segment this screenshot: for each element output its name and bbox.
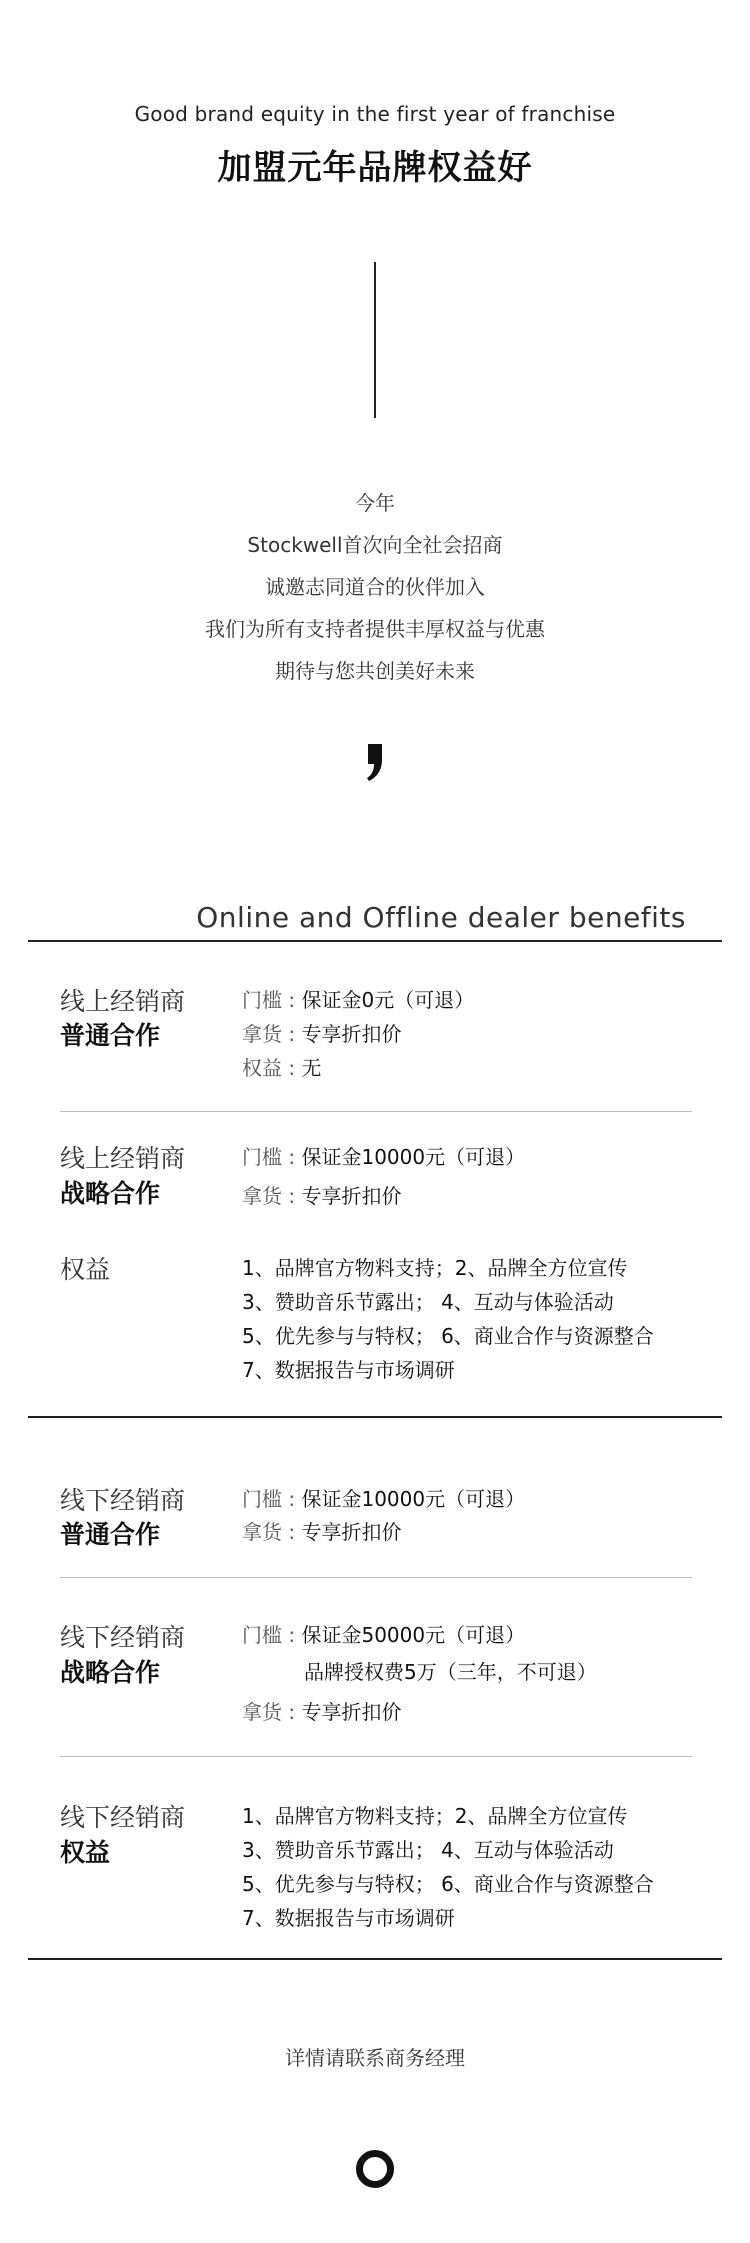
offline-regular-threshold [242, 1483, 525, 1512]
threshold-key: 门槛 : [242, 1145, 296, 1169]
benefit-item: 7、数据报告与市场调研 [242, 1906, 455, 1930]
purchase-key: 拿货 : [242, 1022, 296, 1046]
threshold-value: 保证金10000元（可退） [301, 1487, 526, 1511]
online-strategic-threshold [242, 1141, 525, 1170]
offline-rights-type: 线下经销商 [60, 1803, 186, 1832]
benefit-item: 5、优先参与与特权； 6、商业合作与资源整合 [242, 1324, 654, 1348]
offline-regular-type: 线下经销商 [60, 1486, 186, 1515]
purchase-key: 拿货 : [242, 1184, 296, 1208]
section-top-rule [28, 940, 722, 942]
divider [60, 1756, 692, 1757]
contact-note: 详情请联系商务经理 [285, 2046, 465, 2070]
online-regular-type: 线上经销商 [60, 987, 186, 1016]
online-strategic-purchase [242, 1180, 401, 1209]
offline-rights-tier: 权益 [60, 1838, 111, 1867]
purchase-value: 专享折扣价 [301, 1520, 402, 1544]
benefit-item: 5、优先参与与特权； 6、商业合作与资源整合 [242, 1872, 654, 1896]
subtitle-en: Good brand equity in the first year of franchise [134, 102, 616, 126]
online-regular-purchase [242, 1018, 401, 1047]
offline-strategic-type: 线下经销商 [60, 1623, 186, 1652]
benefit-item: 3、赞助音乐节露出； 4、互动与体验活动 [242, 1838, 614, 1862]
intro-line-3: 诚邀志同道合的伙伴加入 [265, 575, 485, 599]
rights-value: 无 [301, 1056, 322, 1080]
threshold-value: 保证金50000元（可退） [301, 1623, 526, 1647]
offline-strategic-purchase [242, 1696, 401, 1725]
section-bottom-rule [28, 1958, 722, 1960]
online-regular-rights [242, 1052, 321, 1081]
intro-line-2: Stockwell首次向全社会招商 [247, 533, 503, 557]
threshold-value: 保证金10000元（可退） [301, 1145, 526, 1169]
purchase-value: 专享折扣价 [301, 1022, 402, 1046]
intro-line-5: 期待与您共创美好未来 [275, 659, 475, 683]
offline-regular-purchase [242, 1516, 401, 1545]
rights-key: 权益 : [242, 1056, 296, 1080]
threshold-key: 门槛 : [242, 1623, 296, 1647]
purchase-key: 拿货 : [242, 1520, 296, 1544]
divider [60, 1111, 692, 1112]
intro-line-4: 我们为所有支持者提供丰厚权益与优惠 [205, 617, 545, 641]
online-strategic-type: 线上经销商 [60, 1144, 186, 1173]
online-regular-tier: 普通合作 [60, 1021, 161, 1050]
online-strategic-tier: 战略合作 [60, 1179, 161, 1208]
offline-regular-tier: 普通合作 [60, 1520, 161, 1549]
comma-icon [366, 742, 384, 782]
offline-strategic-tier: 战略合作 [60, 1658, 161, 1687]
page-title: 加盟元年品牌权益好 [217, 148, 533, 188]
threshold-key: 门槛 : [242, 1487, 296, 1511]
benefit-item: 1、品牌官方物料支持；2、品牌全方位宣传 [242, 1804, 628, 1828]
online-regular-threshold [242, 984, 474, 1013]
threshold-key: 门槛 : [242, 988, 296, 1012]
benefit-item: 1、品牌官方物料支持；2、品牌全方位宣传 [242, 1256, 628, 1280]
section-mid-rule [28, 1416, 722, 1418]
online-strategic-rights-label: 权益 [60, 1255, 111, 1284]
purchase-key: 拿货 : [242, 1700, 296, 1724]
divider [60, 1577, 692, 1578]
purchase-value: 专享折扣价 [301, 1700, 402, 1724]
purchase-value: 专享折扣价 [301, 1184, 402, 1208]
circle-icon [356, 2150, 394, 2188]
benefit-item: 7、数据报告与市场调研 [242, 1358, 455, 1382]
offline-strategic-threshold [242, 1619, 525, 1648]
section-title-en: Online and Offline dealer benefits [196, 901, 686, 934]
vertical-divider [374, 262, 376, 418]
threshold-value: 保证金0元（可退） [301, 988, 475, 1012]
intro-line-1: 今年 [355, 491, 395, 515]
benefit-item: 3、赞助音乐节露出； 4、互动与体验活动 [242, 1290, 614, 1314]
offline-strategic-license-fee: 品牌授权费5万（三年，不可退） [304, 1660, 597, 1684]
